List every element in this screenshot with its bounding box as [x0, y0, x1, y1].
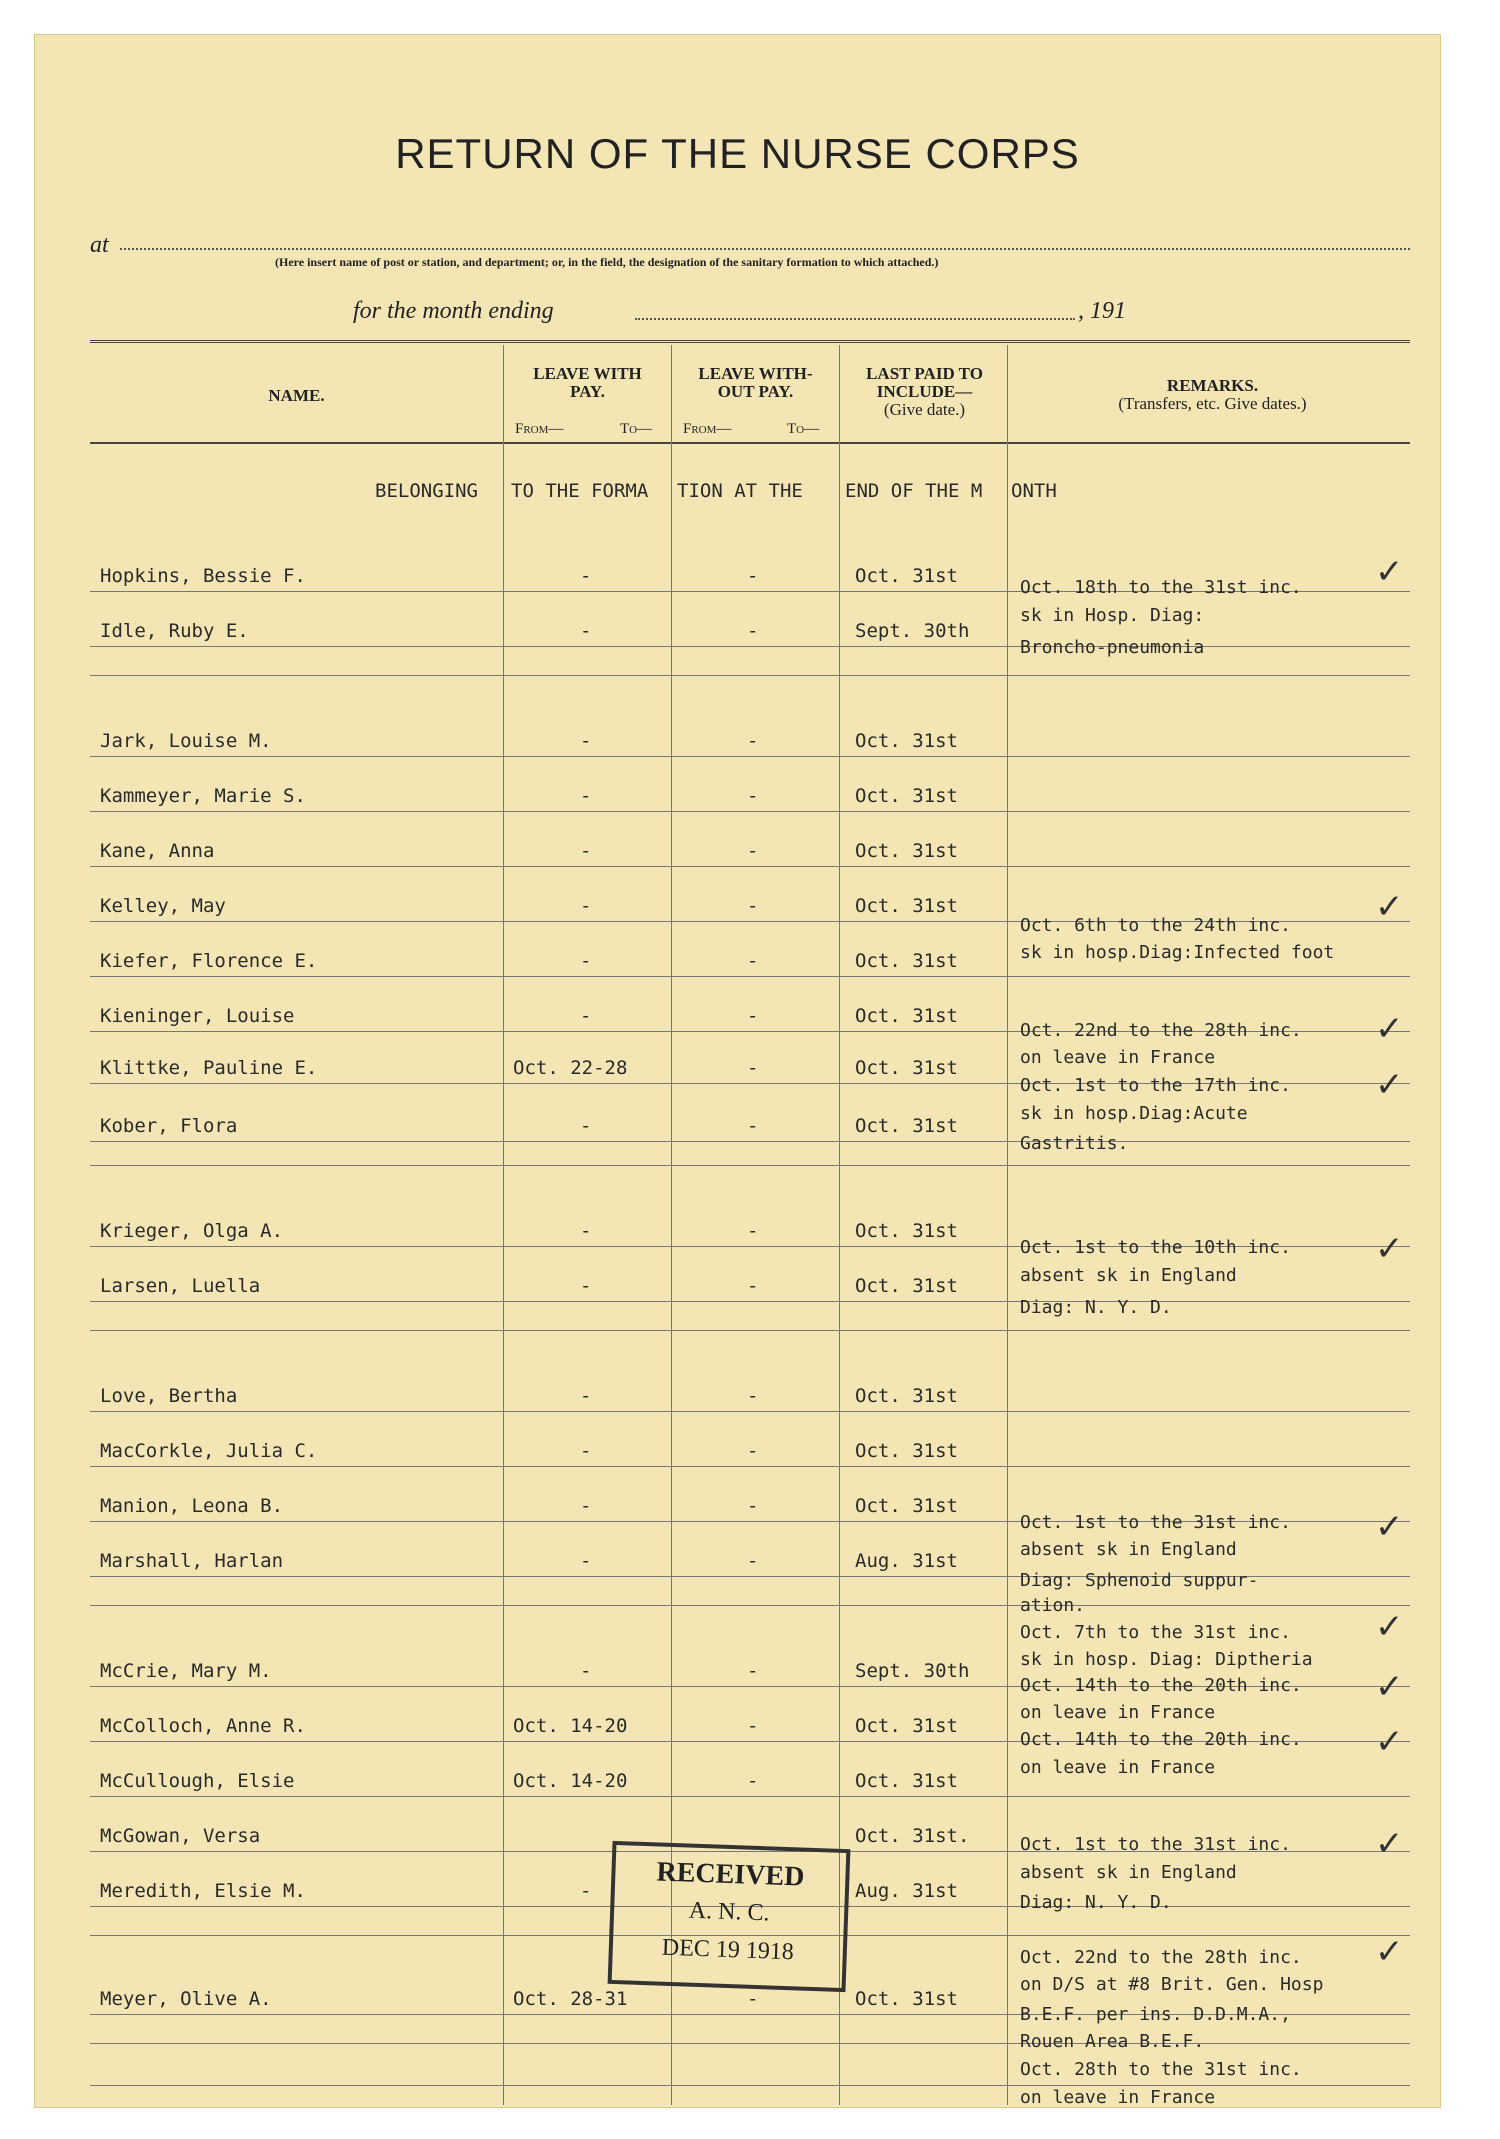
nurse-name: Meyer, Olive A.: [100, 1988, 272, 2010]
leave-with-pay-cell: -: [580, 730, 592, 752]
leave-without-pay-cell: -: [747, 1385, 759, 1407]
nurse-name: Kiefer, Florence E.: [100, 950, 318, 972]
leave-with-pay-cell: -: [580, 950, 592, 972]
header-last-paid-sub: (Give date.): [883, 400, 966, 419]
nurse-name: Kammeyer, Marie S.: [100, 785, 306, 807]
remark-line: absent sk in England: [1020, 1265, 1237, 1286]
col-divider-4: [1007, 345, 1008, 2105]
nurse-name: Jark, Louise M.: [100, 730, 272, 752]
row-rule: [90, 1165, 1410, 1166]
stamp-date: DEC 19 1918: [661, 1934, 795, 1966]
last-paid-cell: Aug. 31st: [855, 1550, 958, 1572]
remark-line: Oct. 22nd to the 28th inc.: [1020, 1947, 1302, 1968]
last-paid-cell: Sept. 30th: [855, 1660, 970, 1682]
remark-line: Oct. 7th to the 31st inc.: [1020, 1622, 1291, 1643]
remark-line: on leave in France: [1020, 1047, 1216, 1068]
table-top-rule: [90, 340, 1410, 343]
remark-line: on leave in France: [1020, 1702, 1216, 1723]
leave-with-pay-cell: -: [580, 1005, 592, 1027]
leave-with-pay-cell: -: [580, 565, 592, 587]
header-name: NAME.: [268, 386, 325, 405]
remark-line: Oct. 1st to the 31st inc.: [1020, 1834, 1291, 1855]
nurse-name: Larsen, Luella: [100, 1275, 261, 1297]
leave-with-pay-cell: -: [580, 1220, 592, 1242]
last-paid-cell: Oct. 31st: [855, 1005, 958, 1027]
received-stamp: [608, 1841, 851, 1992]
nurse-name: Love, Bertha: [100, 1385, 238, 1407]
last-paid-cell: Oct. 31st: [855, 1220, 958, 1242]
station-note: (Here insert name of post or station, and department; or, in the field, the designation of the sanitary formation to which attached.): [275, 255, 939, 269]
leave-without-pay-cell: -: [747, 565, 759, 587]
leave-without-pay-cell: -: [747, 950, 759, 972]
row-rule: [90, 1330, 1410, 1331]
row-rule: [90, 1605, 1410, 1606]
nurse-name: MacCorkle, Julia C.: [100, 1440, 318, 1462]
nurse-name: Meredith, Elsie M.: [100, 1880, 306, 1902]
nurse-name: Kieninger, Louise: [100, 1005, 295, 1027]
leave-without-pay-cell: -: [747, 1550, 759, 1572]
leave-with-pay-cell: -: [580, 1660, 592, 1682]
row-rule: [90, 756, 1410, 757]
remark-line: Oct. 14th to the 20th inc.: [1020, 1675, 1302, 1696]
check-mark-icon: ✓: [1375, 1507, 1404, 1547]
year-suffix: , 191: [1078, 298, 1126, 324]
section-label-2: TO THE FORMA: [511, 480, 649, 502]
remark-line: B.E.F. per ins. D.D.M.A.,: [1020, 2004, 1291, 2025]
check-mark-icon: ✓: [1375, 1009, 1404, 1049]
remark-line: Diag: N. Y. D.: [1020, 1892, 1172, 1913]
row-rule: [90, 675, 1410, 676]
nurse-name: Manion, Leona B.: [100, 1495, 284, 1517]
at-label: at: [90, 232, 109, 258]
header-remarks-sub: (Transfers, etc. Give dates.): [1118, 394, 1307, 413]
remark-line: sk in Hosp. Diag:: [1020, 605, 1205, 626]
col-divider-2: [671, 345, 672, 2105]
remark-line: Oct. 6th to the 24th inc.: [1020, 915, 1291, 936]
last-paid-cell: Oct. 31st: [855, 785, 958, 807]
month-label: for the month ending: [353, 298, 554, 324]
remark-line: on leave in France: [1020, 1757, 1216, 1778]
leave-without-pay-cell: -: [747, 785, 759, 807]
remark-line: Broncho-pneumonia: [1020, 637, 1205, 658]
with-pay-from: From—: [515, 421, 564, 437]
section-label-3: TION AT THE: [677, 480, 803, 502]
nurse-name: Klittke, Pauline E.: [100, 1057, 318, 1079]
row-rule: [90, 976, 1410, 977]
row-rule: [90, 1301, 1410, 1302]
last-paid-cell: Oct. 31st: [855, 840, 958, 862]
remark-line: Oct. 1st to the 10th inc.: [1020, 1237, 1291, 1258]
section-label-5: ONTH: [1011, 480, 1057, 502]
remark-line: Oct. 1st to the 31st inc.: [1020, 1512, 1291, 1533]
leave-without-pay-cell: -: [747, 1715, 759, 1737]
leave-without-pay-cell: -: [747, 1660, 759, 1682]
remark-line: Oct. 14th to the 20th inc.: [1020, 1729, 1302, 1750]
leave-with-pay-cell: -: [580, 1550, 592, 1572]
without-pay-to: To—: [787, 421, 820, 437]
check-mark-icon: ✓: [1375, 552, 1404, 592]
leave-without-pay-cell: -: [747, 1988, 759, 2010]
nurse-name: Hopkins, Bessie F.: [100, 565, 306, 587]
last-paid-cell: Oct. 31st: [855, 1275, 958, 1297]
last-paid-cell: Sept. 30th: [855, 620, 970, 642]
leave-with-pay-cell: -: [580, 1880, 592, 1902]
last-paid-cell: Oct. 31st: [855, 565, 958, 587]
row-rule: [90, 1141, 1410, 1142]
remark-line: absent sk in England: [1020, 1539, 1237, 1560]
leave-with-pay-cell: -: [580, 785, 592, 807]
remark-line: Oct. 22nd to the 28th inc.: [1020, 1020, 1302, 1041]
leave-without-pay-cell: -: [747, 1440, 759, 1462]
nurse-name: Kober, Flora: [100, 1115, 238, 1137]
leave-with-pay-cell: Oct. 14-20: [513, 1715, 628, 1737]
nurse-name: Krieger, Olga A.: [100, 1220, 284, 1242]
leave-with-pay-cell: -: [580, 1440, 592, 1462]
leave-with-pay-cell: -: [580, 1275, 592, 1297]
row-rule: [90, 1411, 1410, 1412]
last-paid-cell: Oct. 31st: [855, 1715, 958, 1737]
header-last-paid: LAST PAID TO INCLUDE—: [866, 364, 983, 401]
nurse-name: McColloch, Anne R.: [100, 1715, 306, 1737]
last-paid-cell: Oct. 31st: [855, 1495, 958, 1517]
nurse-name: McCrie, Mary M.: [100, 1660, 272, 1682]
leave-without-pay-cell: -: [747, 840, 759, 862]
with-pay-to: To—: [620, 421, 653, 437]
last-paid-cell: Oct. 31st: [855, 730, 958, 752]
leave-with-pay-cell: -: [580, 1495, 592, 1517]
last-paid-cell: Oct. 31st: [855, 1385, 958, 1407]
check-mark-icon: ✓: [1375, 1065, 1404, 1105]
remark-line: on D/S at #8 Brit. Gen. Hosp: [1020, 1974, 1324, 1995]
last-paid-cell: Aug. 31st: [855, 1880, 958, 1902]
remark-line: Oct. 18th to the 31st inc.: [1020, 577, 1302, 598]
stamp-anc: A. N. C.: [688, 1897, 770, 1927]
leave-without-pay-cell: -: [747, 1770, 759, 1792]
check-mark-icon: ✓: [1375, 1607, 1404, 1647]
leave-without-pay-cell: -: [747, 1005, 759, 1027]
check-mark-icon: ✓: [1375, 1229, 1404, 1269]
header-leave-with-pay: LEAVE WITH PAY.: [533, 364, 642, 401]
header-bottom-rule: [90, 442, 1410, 444]
nurse-name: McCullough, Elsie: [100, 1770, 295, 1792]
leave-without-pay-cell: -: [747, 1495, 759, 1517]
row-rule: [90, 646, 1410, 647]
leave-without-pay-cell: -: [747, 620, 759, 642]
nurse-name: Kelley, May: [100, 895, 226, 917]
leave-without-pay-cell: -: [747, 1275, 759, 1297]
remark-line: ation.: [1020, 1595, 1086, 1616]
row-rule: [90, 1796, 1410, 1797]
remark-line: sk in hosp. Diag: Diptheria: [1020, 1649, 1313, 1670]
row-rule: [90, 811, 1410, 812]
leave-without-pay-cell: -: [747, 895, 759, 917]
remark-line: absent sk in England: [1020, 1862, 1237, 1883]
leave-with-pay-cell: Oct. 28-31: [513, 1988, 628, 2010]
check-mark-icon: ✓: [1375, 1667, 1404, 1707]
row-rule: [90, 2085, 1410, 2086]
remark-line: Rouen Area B.E.F.: [1020, 2031, 1205, 2052]
leave-without-pay-cell: -: [747, 1057, 759, 1079]
month-field[interactable]: [635, 318, 1075, 320]
last-paid-cell: Oct. 31st.: [855, 1825, 970, 1847]
remark-line: sk in hosp.Diag:Acute: [1020, 1103, 1248, 1124]
leave-without-pay-cell: -: [747, 1220, 759, 1242]
last-paid-cell: Oct. 31st: [855, 1770, 958, 1792]
remark-line: on leave in France: [1020, 2087, 1216, 2108]
leave-with-pay-cell: Oct. 14-20: [513, 1770, 628, 1792]
section-label-1: BELONGING: [375, 480, 478, 502]
last-paid-cell: Oct. 31st: [855, 1988, 958, 2010]
row-rule: [90, 2043, 1410, 2044]
last-paid-cell: Oct. 31st: [855, 895, 958, 917]
remark-line: Gastritis.: [1020, 1133, 1129, 1154]
leave-without-pay-cell: -: [747, 730, 759, 752]
remark-line: Diag: Sphenoid suppur-: [1020, 1570, 1259, 1591]
col-divider-1: [503, 345, 504, 2105]
stamp-received: RECEIVED: [656, 1856, 805, 1893]
col-divider-3: [839, 345, 840, 2105]
station-field[interactable]: [120, 248, 1410, 250]
row-rule: [90, 866, 1410, 867]
leave-with-pay-cell: Oct. 22-28: [513, 1057, 628, 1079]
leave-with-pay-cell: -: [580, 620, 592, 642]
last-paid-cell: Oct. 31st: [855, 950, 958, 972]
leave-with-pay-cell: -: [580, 1115, 592, 1137]
check-mark-icon: ✓: [1375, 887, 1404, 927]
leave-with-pay-cell: -: [580, 1385, 592, 1407]
last-paid-cell: Oct. 31st: [855, 1115, 958, 1137]
last-paid-cell: Oct. 31st: [855, 1440, 958, 1462]
document-title: RETURN OF THE NURSE CORPS: [395, 130, 1080, 177]
nurse-name: Marshall, Harlan: [100, 1550, 284, 1572]
remark-line: Diag: N. Y. D.: [1020, 1297, 1172, 1318]
section-label-4: END OF THE M: [845, 480, 983, 502]
leave-with-pay-cell: -: [580, 840, 592, 862]
row-rule: [90, 1466, 1410, 1467]
header-leave-without-pay: LEAVE WITH-OUT PAY.: [698, 364, 813, 401]
nurse-name: McGowan, Versa: [100, 1825, 261, 1847]
document-page: [35, 35, 1440, 2107]
check-mark-icon: ✓: [1375, 1824, 1404, 1864]
remark-line: sk in hosp.Diag:Infected foot: [1020, 942, 1335, 963]
leave-with-pay-cell: -: [580, 895, 592, 917]
remark-line: Oct. 1st to the 17th inc.: [1020, 1075, 1291, 1096]
nurse-name: Idle, Ruby E.: [100, 620, 249, 642]
leave-without-pay-cell: -: [747, 1115, 759, 1137]
header-remarks: REMARKS.: [1166, 376, 1259, 395]
nurse-name: Kane, Anna: [100, 840, 215, 862]
check-mark-icon: ✓: [1375, 1722, 1404, 1762]
remark-line: Oct. 28th to the 31st inc.: [1020, 2059, 1302, 2080]
last-paid-cell: Oct. 31st: [855, 1057, 958, 1079]
check-mark-icon: ✓: [1375, 1932, 1404, 1972]
without-pay-from: From—: [683, 421, 732, 437]
